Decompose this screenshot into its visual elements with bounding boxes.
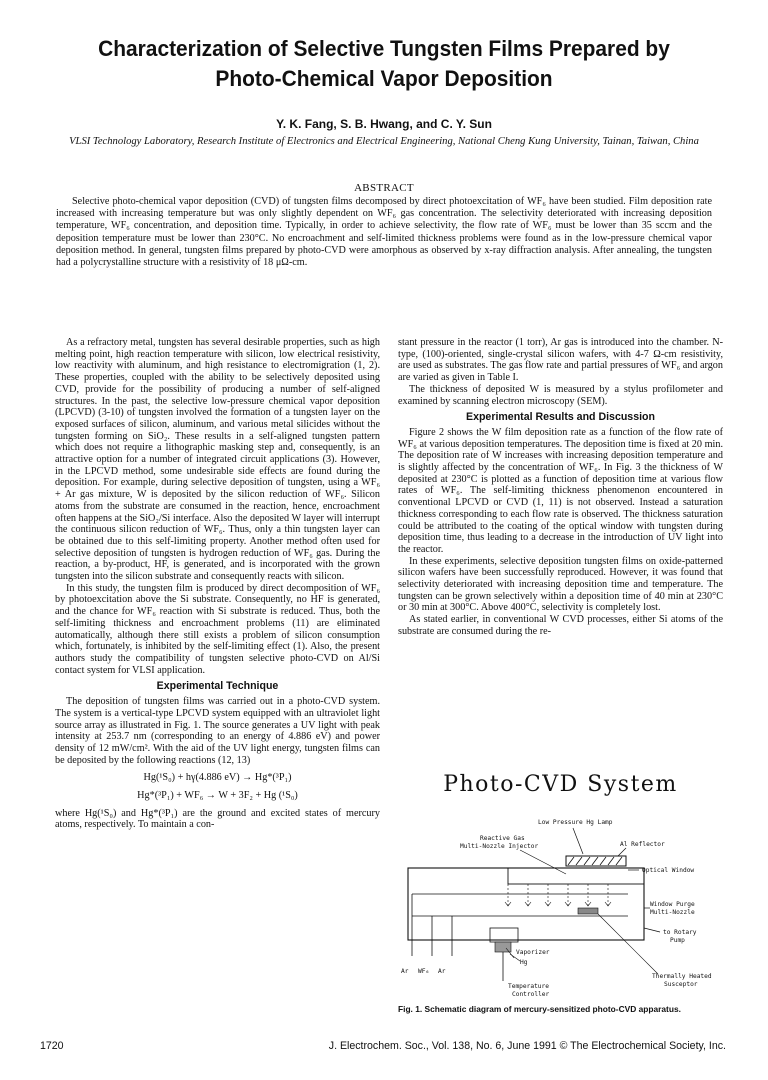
journal-citation: J. Electrochem. Soc., Vol. 138, No. 6, June 1991 © The Electrochemical Society, Inc. — [328, 1040, 726, 1052]
paragraph: As a refractory metal, tungsten has several desirable properties, such as high melting point, high reaction temperature with silicon, low electrical resistivity, low reactivity with aluminum, and high resistance to electromigration (1, 2). These properties, coupled with the ability to be selectively deposited using CVD, provide for the possibility of producing a number of self-aligned structures. In the past, the selective low-pressure chemical vapor deposition (LPCVD) (3-10) of tungsten involved the formation of a tungsten layer on the exposed surfaces of silicon, aluminum, and various metal silicides without the tungsten forming on SiO₂. These results in a self-aligned tungsten pattern which does not require a lithographic masking step and, consequently, is an attractive option for a number of integrated circuit applications (3). However, in the LPCVD method, some undesirable side effects are found during the deposition. For example, during selective deposition of tungsten, using a WF₆ + Ar gas mixture, W is deposited by the silicon reduction of WF₆. Silicon atoms from the substrate are consumed in the reaction, hence, encroachment often happens at the SiO₂/Si interface. Also the deposited W layer will interrupt the continuous silicon reduction of WF₆. Thus, only a thin tungsten layer can be obtained due to this self-limiting property. Another method often used for selective deposition of tungsten is hydrogen reduction of WF₆ gas. During the reaction, a by-product, HF, is generated, and is incorporated with the grown tungsten into the silicon substrate and consequently reacts with silicon. — [55, 337, 380, 583]
equation: Hg(¹S₀) + hγ(4.886 eV) → Hg*(³P₁) — [143, 772, 292, 784]
paragraph: As stated earlier, in conventional W CVD processes, either Si atoms of the substrate are consumed during the re- — [398, 614, 723, 637]
figure-title: Photo-CVD System — [443, 772, 678, 797]
affiliation: VLSI Technology Laboratory, Research Institute of Electronics and Electrical Engineering, National Cheng Kung University, Tainan, Taiwan, China — [69, 136, 699, 147]
label-purge1: Window Purge — [650, 901, 695, 908]
label-susc1: Thermally Heated — [652, 973, 712, 980]
label-temp2: Controller — [512, 991, 550, 998]
label-lamp: Low Pressure Hg Lamp — [538, 819, 613, 826]
right-column — [398, 337, 723, 638]
label-susc2: Susceptor — [664, 981, 698, 988]
label-window: Optical Window — [642, 867, 695, 874]
abstract-text: Selective photo-chemical vapor deposition (CVD) of tungsten films decomposed by direct photoexcitation of WF₆ have been studied. Film deposition rate increased with increasing temperature but was only slightly dependent on WF₆ gas concentration. The selectivity deteriorated with increasing deposition temperature, WF₆ concentration, and deposition time. Typically, in order to achieve selectivity, the flow rate of WF₆ must be lower than 35 sccm and the deposition temperature must be lower than 230°C. No encroachment and self-limited thickness problems were found as in the low-pressure chemical vapor deposition method. In general, tungsten films prepared by photo-CVD were amorphous as observed by x-ray diffraction analysis. After annealing, the tungsten had a polycrystalline structure with a resistivity of 18 μΩ-cm. — [56, 196, 712, 269]
label-gas: Reactive Gas — [480, 835, 525, 842]
photo-cvd-diagram — [398, 816, 723, 1001]
section-heading: Experimental Technique — [156, 680, 279, 693]
label-purge2: Multi-Nozzle — [650, 909, 695, 916]
abstract-heading: ABSTRACT — [354, 182, 414, 194]
page-number: 1720 — [40, 1040, 64, 1052]
reaction-chamber — [408, 868, 660, 981]
label-temp1: Temperature — [508, 983, 549, 990]
paragraph: In these experiments, selective deposition tungsten films on oxide-patterned silicon wafers have been successfully reproduced. However, it was found that selectivity deteriorated with increasing deposition time and temperature. The tungsten can be grown selectively within a deposition time of 40 min at 230°C or 30 min at 300°C. Above 400°C, selectivity is completely lost. — [398, 555, 723, 614]
label-ar1: Ar — [401, 968, 409, 975]
label-ar2: Ar — [438, 968, 446, 975]
paragraph: The thickness of deposited W is measured by a stylus profilometer and examined by scanning electron microscopy (SEM). — [398, 383, 723, 407]
equation: Hg*(³P₁) + WF₆ → W + 3F₂ + Hg (¹S₀) — [137, 790, 298, 802]
label-pump1: to Rotary — [663, 929, 697, 936]
label-injector: Multi-Nozzle Injector — [460, 843, 539, 850]
paper-title: Characterization of Selective Tungsten Films Prepared by Photo-Chemical Vapor Deposition — [98, 36, 670, 91]
paragraph: where Hg(¹S₀) and Hg*(³P₁) are the ground and excited states of mercury atoms, respectively. To maintain a con- — [55, 807, 380, 831]
label-reflector: Al Reflector — [620, 841, 665, 848]
label-wf6: WF₆ — [418, 968, 430, 975]
left-column — [55, 337, 380, 831]
section-heading: Experimental Results and Discussion — [466, 411, 655, 424]
label-hg: Hg — [520, 959, 528, 966]
author-list: Y. K. Fang, S. B. Hwang, and C. Y. Sun — [276, 117, 492, 131]
figure-caption: Fig. 1. Schematic diagram of mercury-sensitized photo-CVD apparatus. — [398, 1004, 681, 1014]
uv-lamp-array — [520, 828, 639, 874]
paragraph: In this study, the tungsten film is produced by direct decomposition of WF₆ by photoexcitation above the Si substrate. Consequently, no HF is generated, and the chance for WF₆ reaction with Si substrate is reduced. Thus, both the self-limiting thickness and encroachment problems (11) are eliminated automatically, although there still exists a problem of silicon consumption which, fortunately, is inhibited by the self-limiting effect (1). Also, the present authors study the compatibility of tungsten selective photo-CVD on Al/Si contact system for VLSI application. — [55, 582, 380, 676]
paragraph: The deposition of tungsten films was carried out in a photo-CVD system. The system is a vertical-type LPCVD system equipped with an ultraviolet light source array as illustrated in Fig. 1. The source generates a UV light with peak intensity at 253.7 nm (corresponding to an energy of 4.886 eV) and power density of 12 mW/cm². With the aid of the UV light energy, tungsten films can be deposited by the following reactions (12, 13) — [55, 696, 380, 766]
paragraph: Figure 2 shows the W film deposition rate as a function of the flow rate of WF₆ at various deposition temperatures. The deposition time is fixed at 20 min. The deposition rate of W increases with increasing deposition temperature and is slightly affected by the concentration of WF₆. In Fig. 3 the thickness of W deposited at 230°C is plotted as a function of deposition time at various flow rates of WF₆. The self-limiting thickness phenomenon encountered in conventional LPCVD or CVD (1, 11) is not observed. Instead a saturation thickness corresponding to each flow rate is observed. The thickness saturation could be attributed to the coating of the optical window with tungsten during deposition time, thus leading to a decrease in the introduction of UV light into the reactor. — [398, 426, 723, 555]
label-vaporizer: Vaporizer — [516, 949, 550, 956]
paragraph: stant pressure in the reactor (1 torr), Ar gas is introduced into the chamber. N-type, (100)-oriented, single-crystal silicon wafers, with 4-7 Ω-cm resistivity, are used as substrates. The gas flow rate and partial pressures of WF₆ and argon are varied as given in Table I. — [398, 337, 723, 384]
label-pump2: Pump — [670, 937, 685, 944]
